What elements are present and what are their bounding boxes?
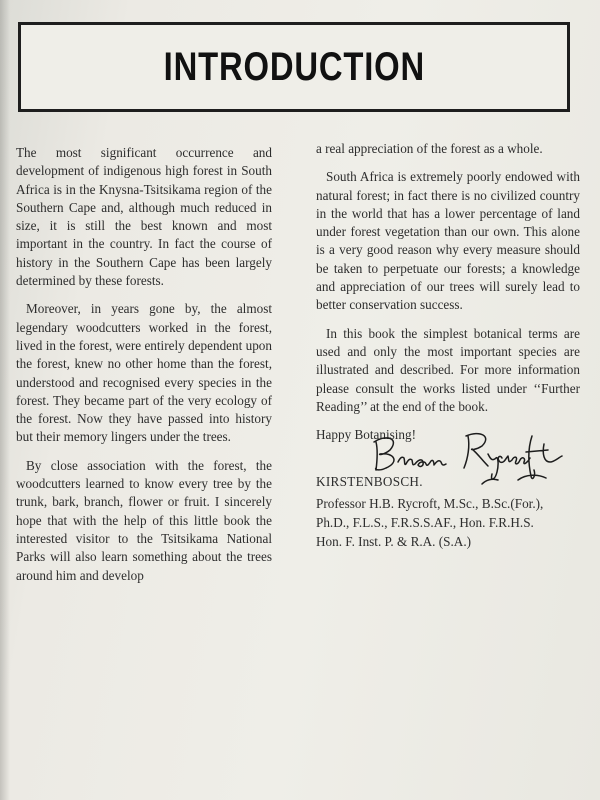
right-column (316, 140, 580, 454)
paragraph: Moreover, in years gone by, the almost legendary woodcutters worked in the forest, lived in the forest, were entirely dependent upon the forest, knew no other home than the forest, understood and recognised every species in the forest. They became part of the very ecology of the forest. Now they have passed into history but their memory lingers under the trees. (16, 301, 272, 445)
paragraph: By close association with the forest, the woodcutters learned to know every tree by the trunk, bark, branch, flower or fruit. I sincerely hope that with the help of this little book the interested visitor to the Tsitsikama National Parks will also learn something about the trees around him and develop (16, 457, 272, 583)
paragraph: a real appreciation of the forest as a whole. (316, 141, 543, 156)
paragraph: In this book the simplest botanical terms are used and only the most important species are illustrated and described. For more information please consult the works listed under ‘‘Further Reading’’ at the end of the book. (316, 325, 580, 414)
title-box (18, 22, 570, 112)
credentials-line: Hon. F. Inst. P. & R.A. (S.A.) (316, 534, 472, 549)
left-column (16, 144, 272, 595)
paragraph: South Africa is extremely poorly endowed with natural forest; in fact there is no civilized country in the world that has a lower percentage of land under forest vegetation than our own. This alone is a very good reason why every measure should be taken to perpetuate our forests; a knowledge and appreciation of our trees will surely lead to better conservation success. (316, 169, 580, 313)
credentials-line: Ph.D., F.L.S., F.R.S.S.AF., Hon. F.R.H.S. (316, 515, 534, 530)
page-title: INTRODUCTION (163, 44, 425, 89)
credentials (316, 494, 596, 551)
closing-line: Happy Botanising! (316, 427, 416, 443)
credentials-line: Professor H.B. Rycroft, M.Sc., B.Sc.(For.), (316, 496, 544, 511)
paragraph: The most significant occurrence and development of indigenous high forest in South Africa is in the Knysna-Tsitsikama region of the Southern Cape and, although much reduced in size, it is still the best known and most important in the country. In fact the course of history in the Southern Cape has been largely determined by these forests. (16, 145, 272, 289)
signature-place: KIRSTENBOSCH. (316, 474, 423, 489)
